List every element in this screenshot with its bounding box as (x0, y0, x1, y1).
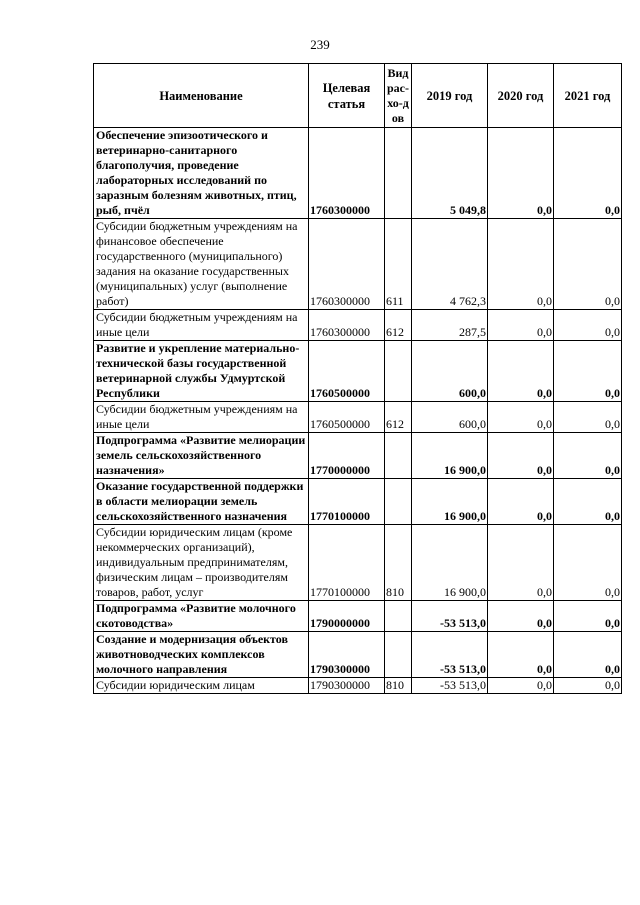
row-name: Субсидии бюджетным учреждениям на иные цели (94, 310, 309, 341)
row-value-2021: 0,0 (554, 525, 622, 601)
row-value-2019: 16 900,0 (412, 433, 488, 479)
header-2020: 2020 год (488, 64, 554, 128)
row-value-2021: 0,0 (554, 433, 622, 479)
header-target-article: Целевая статья (309, 64, 385, 128)
row-value-2021: 0,0 (554, 632, 622, 678)
table-row (94, 433, 622, 479)
row-value-2021: 0,0 (554, 341, 622, 402)
table-row (94, 219, 622, 310)
table-row (94, 128, 622, 219)
row-expense-kind: 612 (385, 310, 412, 341)
row-value-2020: 0,0 (488, 219, 554, 310)
row-target-article: 1760500000 (309, 402, 385, 433)
table-row (94, 678, 622, 694)
header-name: Наименование (94, 64, 309, 128)
budget-table (93, 63, 622, 694)
row-value-2020: 0,0 (488, 525, 554, 601)
row-name: Создание и модернизация объектов животноводческих комплексов молочного направления (94, 632, 309, 678)
table-body (94, 128, 622, 694)
row-value-2020: 0,0 (488, 402, 554, 433)
table-row (94, 479, 622, 525)
page-number: 239 (310, 37, 330, 52)
row-target-article: 1760300000 (309, 219, 385, 310)
row-name: Развитие и укрепление материально-технической базы государственной ветеринарной службы Удмуртской Республики (94, 341, 309, 402)
row-expense-kind (385, 479, 412, 525)
row-value-2019: 600,0 (412, 402, 488, 433)
row-value-2021: 0,0 (554, 310, 622, 341)
row-name: Субсидии бюджетным учреждениям на финансовое обеспечение государственного (муниципального) задания на оказание государственных (муниципальных) услуг (выполнение работ) (94, 219, 309, 310)
row-expense-kind (385, 601, 412, 632)
row-value-2021: 0,0 (554, 402, 622, 433)
row-expense-kind: 810 (385, 525, 412, 601)
row-target-article: 1770100000 (309, 525, 385, 601)
row-value-2019: 287,5 (412, 310, 488, 341)
row-expense-kind (385, 433, 412, 479)
row-value-2021: 0,0 (554, 128, 622, 219)
row-target-article: 1760300000 (309, 310, 385, 341)
row-value-2021: 0,0 (554, 601, 622, 632)
table-row (94, 525, 622, 601)
row-expense-kind: 612 (385, 402, 412, 433)
row-target-article: 1760300000 (309, 128, 385, 219)
row-value-2020: 0,0 (488, 341, 554, 402)
row-value-2019: -53 513,0 (412, 601, 488, 632)
row-value-2020: 0,0 (488, 632, 554, 678)
row-value-2021: 0,0 (554, 678, 622, 694)
table-row (94, 402, 622, 433)
row-value-2021: 0,0 (554, 479, 622, 525)
row-value-2019: 600,0 (412, 341, 488, 402)
row-value-2019: 5 049,8 (412, 128, 488, 219)
row-value-2019: 16 900,0 (412, 525, 488, 601)
row-name: Субсидии юридическим лицам (кроме некоммерческих организаций), индивидуальным предпринимателям, физическим лицам – производителям товаров, работ, услуг (94, 525, 309, 601)
row-expense-kind (385, 341, 412, 402)
row-value-2019: 16 900,0 (412, 479, 488, 525)
row-name: Обеспечение эпизоотического и ветеринарно-санитарного благополучия, проведение лабораторных исследований по заразным болезням животных, птиц, рыб, пчёл (94, 128, 309, 219)
row-target-article: 1770100000 (309, 479, 385, 525)
table-row (94, 310, 622, 341)
row-name: Подпрограмма «Развитие молочного скотоводства» (94, 601, 309, 632)
table-row (94, 601, 622, 632)
row-expense-kind: 810 (385, 678, 412, 694)
row-value-2019: -53 513,0 (412, 678, 488, 694)
row-expense-kind: 611 (385, 219, 412, 310)
row-name: Субсидии бюджетным учреждениям на иные цели (94, 402, 309, 433)
row-value-2021: 0,0 (554, 219, 622, 310)
row-value-2020: 0,0 (488, 128, 554, 219)
row-name: Подпрограмма «Развитие мелиорации земель сельскохозяйственного назначения» (94, 433, 309, 479)
row-target-article: 1790300000 (309, 632, 385, 678)
table-row (94, 341, 622, 402)
header-2019: 2019 год (412, 64, 488, 128)
row-value-2019: -53 513,0 (412, 632, 488, 678)
row-value-2020: 0,0 (488, 433, 554, 479)
row-target-article: 1770000000 (309, 433, 385, 479)
header-2021: 2021 год (554, 64, 622, 128)
row-target-article: 1790300000 (309, 678, 385, 694)
row-target-article: 1790000000 (309, 601, 385, 632)
row-expense-kind (385, 128, 412, 219)
header-expense-kind: Вид рас-хо-дов (385, 64, 412, 128)
row-name: Субсидии юридическим лицам (94, 678, 309, 694)
table-row (94, 632, 622, 678)
row-target-article: 1760500000 (309, 341, 385, 402)
row-value-2020: 0,0 (488, 310, 554, 341)
row-expense-kind (385, 632, 412, 678)
row-value-2020: 0,0 (488, 678, 554, 694)
row-value-2019: 4 762,3 (412, 219, 488, 310)
row-value-2020: 0,0 (488, 601, 554, 632)
row-name: Оказание государственной поддержки в области мелиорации земель сельскохозяйственного назначения (94, 479, 309, 525)
row-value-2020: 0,0 (488, 479, 554, 525)
